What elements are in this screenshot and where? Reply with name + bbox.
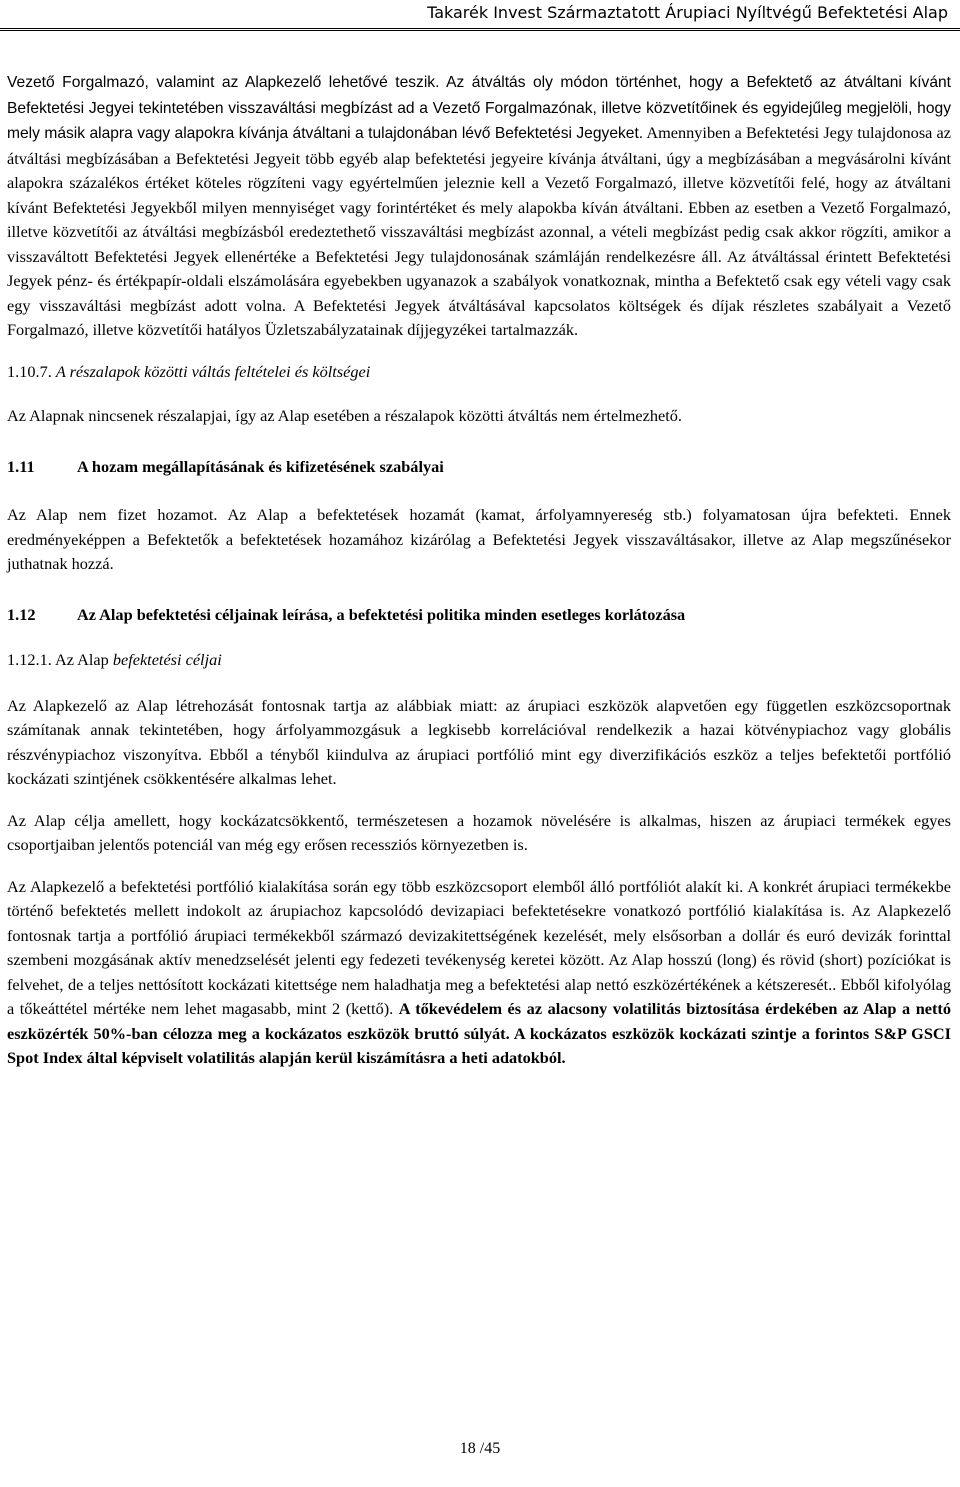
paragraph-goals-3 <box>7 875 951 1071</box>
subheading-1-12-1 <box>7 648 951 673</box>
paragraph-normal-part: Az Alapkezelő a befektetési portfólió kialakítása során egy több eszközcsoport elemből álló portfóliót alakít ki. A konkrét árupiaci termékekbe történő befektetés mellett indokolt az árupiachoz kapcsolódó devizapiaci befektetésekre vonatkozó portfólió kialakítása is. Az Alapkezelő fontosnak tartja a portfólió árupiaci termékekből származó devizakitettségének kezelését, mely elsősorban a dollár és euró devizák forinttal szembeni mozgásának aktív menedzselését jelenti egy fedezeti tevékenység keretei között. Az Alap hosszú (long) és rövid (short) pozíciókat is felvehet, de a teljes nettósított kockázati kitettsége nem haladhatja meg a befektetési alap nettó eszközértékének a kétszeresét.. Ebből kifolyólag a tőkeáttétel mértéke nem lehet magasabb, mint 2 (kettő). <box>7 876 951 1018</box>
paragraph-sans-part: Vezető Forgalmazó, valamint az Alapkezelő lehetővé teszik. Az átváltás oly módon történhet, hogy a Befektető az átváltani kívánt Befektetési Jegyei tekintetében visszaváltási megbízást ad a Vezető Forgalmazónak, illetve közvetítőinek és egyidejűleg megjelöli, hogy mely másik alapra vagy alapokra kívánja átváltani a tulajdonában lévő Befektetési Jegyeket. <box>7 74 951 142</box>
subheading-1-10-7 <box>7 360 951 385</box>
section-number: 1.10.7. <box>7 361 56 381</box>
paragraph-serif-part: Amennyiben a Befektetési Jegy tulajdonosa az átváltási megbízásában a Befektetési Jegyeit több egyéb alap befektetési jegyeire kívánja átváltani, úgy a megbízásában a megvásárolni kívánt alapokra százalékos értéket köteles rögzíteni vagy egyértelműen jeleznie kell a Vezető Forgalmazó, illetve közvetítői felé, hogy az átváltani kívánt Befektetési Jegyekből milyen mennyiséget vagy forintértéket és mely alapokba kíván átváltani. Ebben az esetben a Vezető Forgalmazó, illetve közvetítői az átváltási megbízásból eredeztethető visszaváltási megbízást azonnal, a vételi megbízást pedig csak akkor rögzíti, amikor a visszaváltott Befektetési Jegyek ellenértéke a Befektetési Jegy tulajdonosának számláján rendelkezésre áll. Az átváltással érintett Befektetési Jegyek pénz- és értékpapír-oldali elszámolására egyebekben ugyanazok a szabályok vonatkoznak, mintha a Befektető csak egy vételi vagy csak egy visszaváltási megbízást adott volna. A Befektetési Jegyek átváltásával kapcsolatos költségek és díjak részletes szabályait a Vezető Forgalmazó, illetve közvetítői hatályos Üzletszabályzatainak díjjegyzékei tartalmazzák. <box>7 123 951 339</box>
section-title: A részalapok közötti váltás feltételei és költségei <box>55 361 371 381</box>
paragraph-goals-1: Az Alapkezelő az Alap létrehozását fontosnak tartja az alábbiak miatt: az árupiaci eszközök alapvetően egy független eszközcsoportnak számítanak annak tekintetében, hogy árfolyammozgásuk a legkisebb korrelációval rendelkezik a hazai kötvénypiachoz vagy globális részvénypiachoz viszonyítva. Ebből a tényből kiindulva az árupiaci portfólió mint egy diverzifikációs eszköz a teljes befektetői portfólió kockázati szintjének csökkentésére alkalmas lehet. <box>7 695 951 788</box>
paragraph-goals-2: Az Alap célja amellett, hogy kockázatcsökkentő, természetesen a hozamok növelésére is alkalmas, hiszen az árupiaci termékek egyes csoportjaiban jelentős potenciál van még egy erősen recessziós környezetben is. <box>7 810 951 854</box>
paragraph-yield: Az Alap nem fizet hozamot. Az Alap a befektetések hozamát (kamat, árfolyamnyereség stb.) folyamatosan újra befekteti. Ennek eredményeképpen a Befektetők a befektetések hozamához kizárólag a Befektetési Jegyek visszaváltásakor, illetve az Alap megszűnésekor juthatnak hozzá. <box>7 505 951 573</box>
heading-1-12 <box>7 603 951 628</box>
section-number: 1.11 <box>7 456 35 476</box>
section-title: befektetési céljai <box>112 650 222 669</box>
running-header: Takarék Invest Származtatott Árupiaci Nyíltvégű Befektetési Alap <box>427 3 948 22</box>
section-title: A hozam megállapításának és kifizetésének szabályai <box>77 456 444 476</box>
section-number: 1.12 <box>7 604 36 624</box>
paragraph-bold-part: A tőkevédelem és az alacsony volatilitás biztosítása érdekében az Alap a nettó eszközérték 50%-ban célozza meg a kockázatos eszközök bruttó súlyát. A kockázatos eszközök kockázati szintje a forintos S&P GSCI Spot Index által képviselt volatilitás alapján kerül kiszámításra a heti adatokból. <box>7 999 951 1067</box>
header-rule <box>0 28 960 29</box>
heading-1-11 <box>7 455 951 480</box>
paragraph-exchange-rules <box>7 70 951 343</box>
section-title: Az Alap befektetési céljainak leírása, a befektetési politika minden esetleges korlátozása <box>77 604 686 624</box>
paragraph-subfunds: Az Alapnak nincsenek részalapjai, így az Alap esetében a részalapok közötti átváltás nem értelmezhető. <box>7 406 682 425</box>
page-number: 18 /45 <box>459 1440 501 1457</box>
section-number: 1.12.1. <box>7 650 55 669</box>
header-rule-double <box>0 30 960 31</box>
body-content <box>7 70 951 1071</box>
section-prefix: Az Alap <box>54 650 113 669</box>
